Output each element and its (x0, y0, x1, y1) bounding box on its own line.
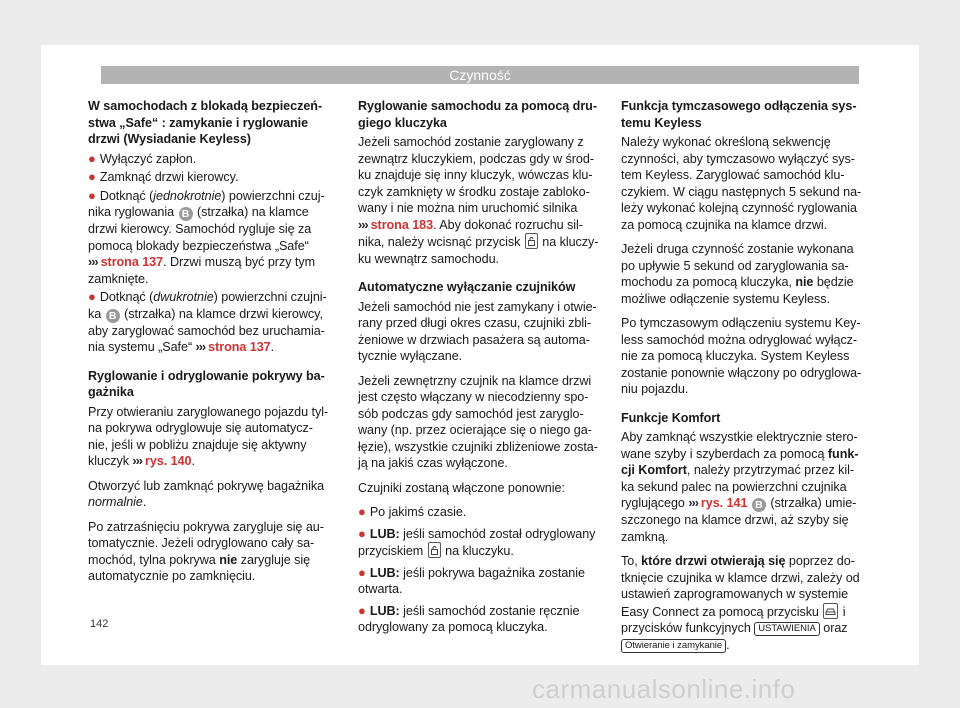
bullet-icon: ● (358, 602, 366, 618)
paragraph: Należy wykonać określoną sekwencję czynności, aby tymczasowo wyłączyć sys-tem Keyless. Zaryglować samochód klu-czykiem. W ciągu następnych 5 sekund na-leży wykonać kolejną czynność ryglowania za pomocą czujnika na klamce drzwi. (621, 135, 862, 232)
bullet-icon: ● (88, 289, 96, 304)
unlock-key-icon (428, 542, 441, 558)
bullet-icon: ● (358, 504, 366, 519)
list-item: ● Dotknąć (dwukrotnie) powierzchni czujni-ka B (strzałka) na klamce drzwi kierowcy, aby zaryglować samochód bez uruchamia-nia systemu „Safe“ ››› strona 137. (88, 289, 327, 354)
paragraph: To, które drzwi otwierają się poprzez do-tknięcie czujnika w klamce drzwi, zależy od ustawień zaprogramowanych w systemie Easy Connect za pomocą przycisku i przycisków funkcyjnych USTAWIENIA oraz Otwieranie i zamykanie . (621, 554, 860, 652)
bullet-icon: ● (88, 169, 96, 184)
heading-safe-lock: W samochodach z blokadą bezpieczeń-stwa „Safe“ : zamykanie i ryglowanie drzwi (Wysiadanie Keyless) (88, 99, 323, 146)
page-link[interactable]: strona 183 (370, 217, 434, 232)
bullet-icon: ● (358, 564, 366, 580)
heading-keyless-temp: Funkcja tymczasowego odłączenia sys-temu Keyless (621, 99, 857, 130)
page-link[interactable]: strona 137 (208, 340, 271, 354)
page-number: 142 (90, 618, 109, 630)
list-item: ● LUB: jeśli samochód zostanie ręcznie odryglowany za pomocą kluczyka. (358, 602, 580, 634)
list-item: ● Dotknąć (jednokrotnie) powierzchni czuj-nika ryglowania B (strzałka) na klamce drzwi kierowcy. Samochód rygluje się za pomocą blokady bezpieczeństwa „Safe“ ››› strona 137. Drzwi muszą być przy tym zamknięte. (88, 187, 325, 286)
callout-b-icon: B (179, 207, 193, 221)
watermark: carmanualsonline.info (532, 674, 796, 704)
heading-sensor-off: Automatyczne wyłączanie czujników (358, 280, 576, 294)
arrow-icon: ››› (132, 454, 142, 468)
paragraph: Po tymczasowym odłączeniu systemu Key-less samochód można odryglować wyłącz-nie za pomocą kluczyka. System Keyless zostanie ponownie włączony po odryglowa-niu pojazdu. (621, 316, 862, 396)
paragraph: Jeżeli samochód zostanie zaryglowany z zewnątrz kluczykiem, podczas gdy w środ-ku znajduje się inny kluczyk, wówczas klu-czyk zamknięty w środku zostaje zabloko-wany i nie można nim uruchomić silnika ››› strona 183. Aby dokonać rozruchu sil-nika, należy wcisnąć przycisk na kluczy-ku wewnątrz samochodu. (358, 135, 599, 266)
paragraph: Po zatrzaśnięciu pokrywa zarygluje się au-tomatycznie. Jeżeli odryglowano cały sa-mochód, tylna pokrywa nie zarygluje się automatycznie po zamknięciu. (88, 519, 324, 583)
arrow-icon: ››› (88, 255, 98, 269)
column-3 (621, 98, 865, 661)
arrow-icon: ››› (358, 217, 368, 232)
paragraph: Jeżeli zewnętrzny czujnik na klamce drzwi jest często włączany w niecodzienny spo-sób podczas gdy samochód jest zaryglo-wany (np. przez ocierające się o niego ga-łęzie), wszystkie czujniki zbliżeniowe zosta-ją na jakiś czas wyłączone. (358, 373, 598, 470)
page-link[interactable]: strona 137 (100, 255, 164, 269)
paragraph: Czujniki zostaną włączone ponownie: (358, 480, 565, 495)
heading-second-key: Ryglowanie samochodu za pomocą dru-giego kluczyka (358, 99, 597, 130)
bullet-icon: ● (358, 525, 366, 541)
heading-comfort: Funkcje Komfort (621, 410, 721, 425)
column-1 (88, 98, 332, 593)
callout-b-icon: B (752, 498, 766, 512)
list-item: ● Zamknąć drzwi kierowcy. (88, 169, 239, 184)
arrow-icon: ››› (195, 340, 206, 354)
paragraph: Jeżeli samochód nie jest zamykany i otwie-rany przed długi okres czasu, czujniki zbli-żeniowe w drzwiach pasażera są automa-tycznie wyłączane. (358, 299, 597, 363)
callout-b-icon: B (106, 309, 120, 323)
bullet-icon: ● (88, 187, 96, 203)
settings-key: USTAWIENIA (754, 622, 820, 636)
figure-link[interactable]: rys. 140 (144, 454, 192, 468)
list-item: ● Po jakimś czasie. (358, 504, 467, 519)
paragraph: Aby zamknąć wszystkie elektrycznie stero-wane szyby i szyberdach za pomocą funk-cji Komfort, należy przytrzymać przez kil-ka sekund palec na powierzchni czujnika ryglującego ››› rys. 141 B (strzałka) umie-szczonego na klamce drzwi, aż szyby się zamkną. (621, 430, 859, 544)
arrow-icon: ››› (688, 496, 698, 510)
column-2 (358, 98, 602, 638)
list-item: ● Wyłączyć zapłon. (88, 150, 197, 166)
unlock-key-icon (525, 233, 538, 249)
figure-link[interactable]: rys. 141 (700, 496, 748, 510)
paragraph: Otworzyć lub zamknąć pokrywę bagażnika normalnie. (88, 478, 325, 509)
bullet-icon: ● (88, 150, 96, 166)
heading-tailgate: Ryglowanie i odryglowanie pokrywy ba-gażnika (88, 368, 325, 399)
list-item: ● LUB: jeśli pokrywa bagażnika zostanie otwarta. (358, 564, 585, 596)
paragraph: Przy otwieraniu zaryglowanego pojazdu tyl-na pokrywa odryglowuje się automatycz-nie, jeśli w pobliżu znajduje się aktywny kluczyk ››› rys. 140. (88, 404, 329, 468)
list-item: ● LUB: jeśli samochód został odryglowany przyciskiem na kluczyku. (358, 525, 596, 558)
section-header: Czynność (101, 66, 859, 84)
paragraph: Jeżeli druga czynność zostanie wykonana po upływie 5 sekund od zaryglowania sa-mochodu za pomocą kluczyka, nie będzie możliwe odłączenie systemu Keyless. (621, 242, 854, 306)
car-icon (823, 603, 838, 619)
open-close-key: Otwieranie i zamykanie (621, 639, 726, 653)
